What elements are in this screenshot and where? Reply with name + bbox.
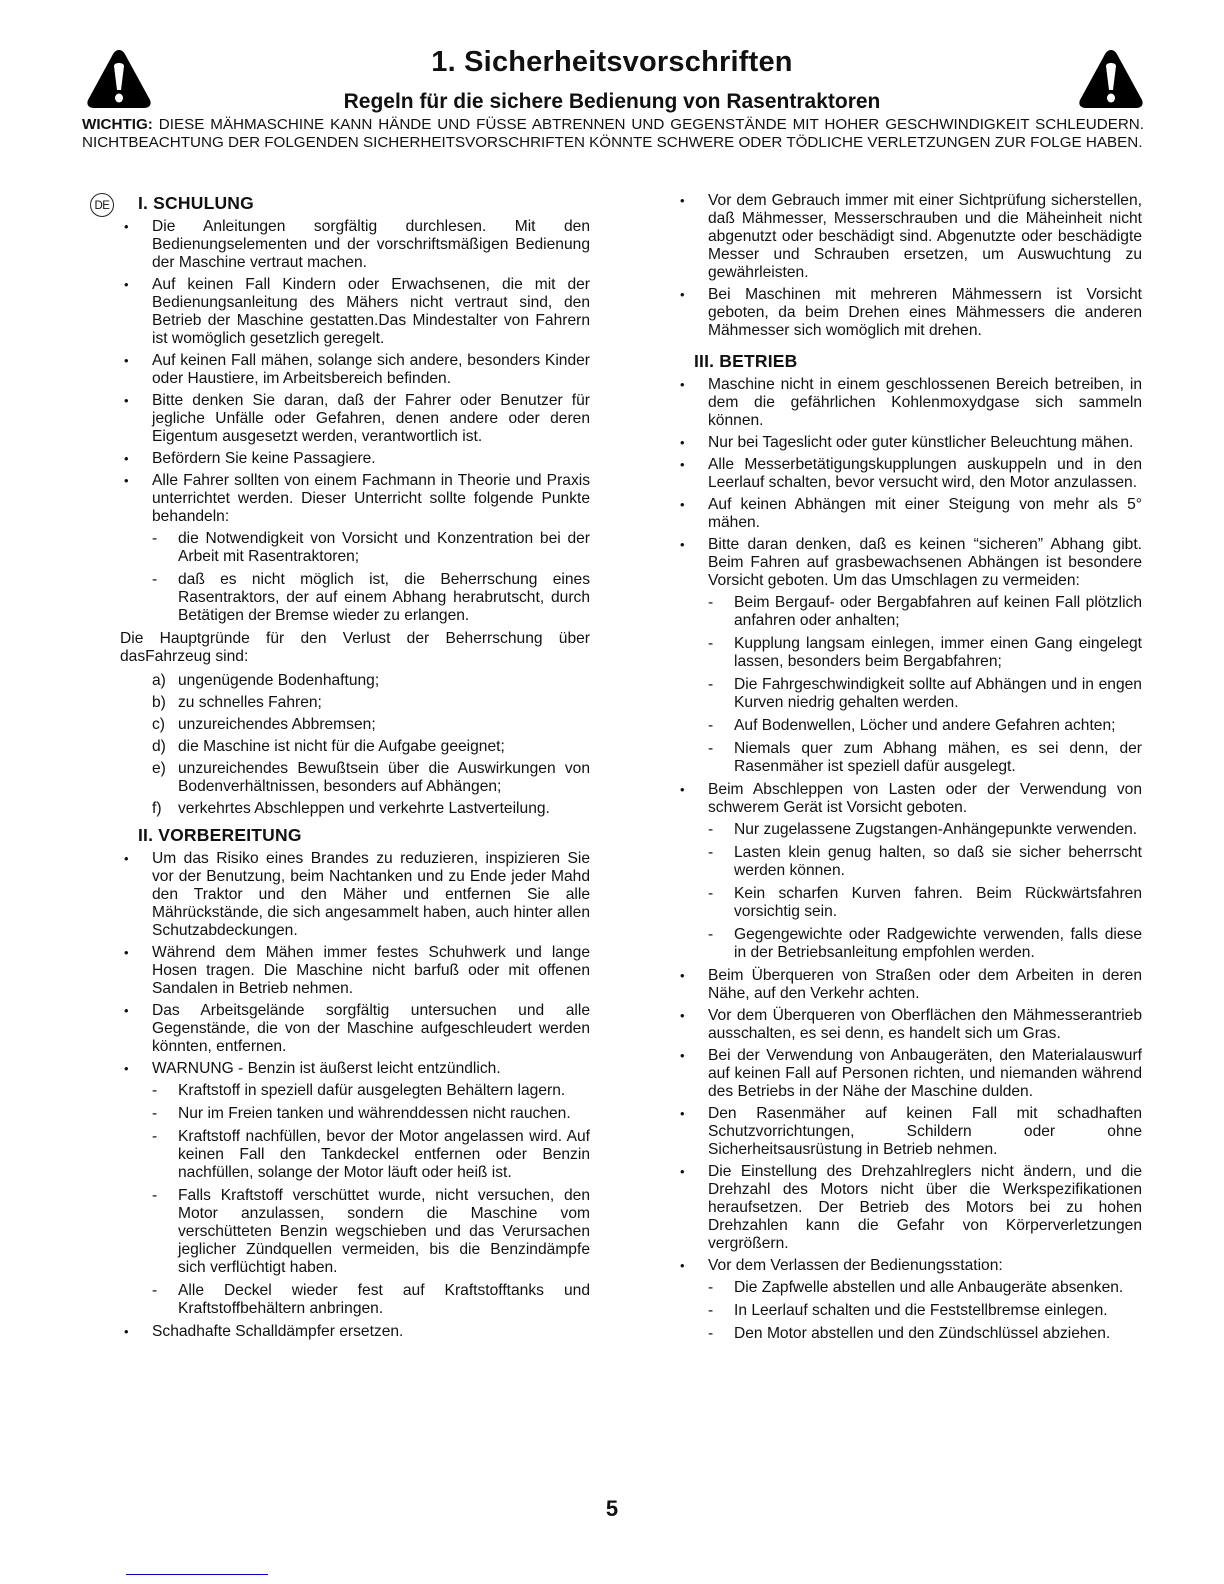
link-underline[interactable]: [126, 1574, 268, 1575]
warning-text: DIESE MÄHMASCHINE KANN HÄNDE UND FÜSSE ABTRENNEN UND GEGENSTÄNDE MIT HOHER GESCHWINDIGKEIT SCHLEUDERN. NICHTBEACHTUNG DER FOLGENDEN SICHERHEITSVORSCHRIFTEN KÖNNTE SCHWERE ODER TÖDLICHE VERLETZUNGEN ZUR FOLGE HABEN.: [82, 116, 1144, 151]
betrieb-list: [676, 376, 1142, 1343]
reason-item: c) unzureichendes Abbremsen;: [152, 716, 376, 733]
list-item: • Die Einstellung des Drehzahlreglers nicht ändern, und die Drehzahl des Motors nicht über die Werkspezifikationen heraufsetzen. Der Betrieb des Motors bei zu hohen Drehzahlen kann die Gefahr von Körperverletzungen vergrößern.: [676, 1163, 1142, 1253]
sub-item: - Kraftstoff nachfüllen, bevor der Motor angelassen wird. Auf keinen Fall den Tankdeckel entfernen oder Benzin nachfüllen, solange der Motor läuft oder heiß ist.: [152, 1128, 590, 1182]
sub-item: - Gegengewichte oder Radgewichte verwenden, falls diese in der Betriebsanleitung empfohlen werden.: [708, 926, 1142, 962]
page-number: 5: [605, 1496, 619, 1521]
list-item: • Bitte denken Sie daran, daß der Fahrer oder Benutzer für jegliche Unfälle oder Gefahren, denen andere oder deren Eigentum ausgesetzt werden, verantwortlich ist.: [120, 392, 590, 446]
section-heading-betrieb: III. BETRIEB: [694, 351, 798, 371]
sub-item: - Niemals quer zum Abhang mähen, es sei denn, der Rasenmäher ist speziell dafür ausgelegt.: [708, 740, 1142, 776]
list-item-text: WARNUNG - Benzin ist äußerst leicht entzündlich.: [152, 1060, 501, 1077]
sub-item: - Kein scharfen Kurven fahren. Beim Rückwärtsfahren vorsichtig sein.: [708, 885, 1142, 921]
fuel-points: [152, 1082, 590, 1318]
reason-item: d) die Maschine ist nicht für die Aufgabe geeignet;: [152, 738, 505, 755]
warning-label: WICHTIG:: [82, 116, 153, 133]
section-heading-vorbereitung: II. VORBEREITUNG: [138, 825, 302, 845]
list-item: [676, 536, 1142, 776]
reason-item: a) ungenügende Bodenhaftung;: [152, 672, 380, 689]
list-item: • Bei Maschinen mit mehreren Mähmessern ist Vorsicht geboten, da beim Drehen eines Mähmessers die anderen Mähmesser sich womöglich mit drehen.: [676, 286, 1142, 340]
sub-item: - Nur im Freien tanken und währenddessen nicht rauchen.: [152, 1105, 590, 1123]
slope-points: [708, 594, 1142, 776]
training-points: [152, 530, 590, 625]
sub-item: - Alle Deckel wieder fest auf Kraftstofftanks und Kraftstoffbehältern anbringen.: [152, 1282, 590, 1318]
page-title: 1. Sicherheitsvorschriften: [431, 46, 793, 78]
sub-item: - Falls Kraftstoff verschüttet wurde, nicht versuchen, den Motor anzulassen, sondern die Maschine vom verschütteten Benzin wegschieben und das Verursachen jeglicher Zündquellen vermeiden, bis die Benzindämpfe sich verflüchtigt haben.: [152, 1187, 590, 1277]
reason-item: f) verkehrtes Abschleppen und verkehrte Lastverteilung.: [152, 800, 550, 817]
sub-item: - Die Zapfwelle abstellen und alle Anbaugeräte absenken.: [708, 1279, 1142, 1297]
important-warning: [82, 116, 1144, 152]
list-item: • Alle Messerbetätigungskupplungen auskuppeln und in den Leerlauf schalten, bevor versucht wird, den Motor anzulassen.: [676, 456, 1142, 492]
list-item: • Um das Risiko eines Brandes zu reduzieren, inspizieren Sie vor der Benutzung, beim Nachtanken und zu Ende jeder Mahd den Traktor und den Mäher und entfernen Sie alle Mährückstände, die sich angesammelt haben, auch hinter allen Schutzabdeckungen.: [120, 850, 590, 940]
list-item-text: Alle Fahrer sollten von einem Fachmann in Theorie und Praxis unterrichtet werden. Dieser Unterricht sollte folgende Punkte behandeln:: [152, 472, 590, 525]
left-column: [120, 192, 590, 1345]
list-item: [120, 1060, 590, 1318]
list-item: [120, 472, 590, 625]
list-item: • Maschine nicht in einem geschlossenen Bereich betreiben, in dem die gefährlichen Kohlenmoxydgase sich sammeln können.: [676, 376, 1142, 430]
schulung-list: [120, 218, 590, 625]
right-column: [676, 192, 1142, 1348]
sub-item: - Kupplung langsam einlegen, immer einen Gang eingelegt lassen, besonders beim Bergabfahren;: [708, 635, 1142, 671]
sub-item: - Lasten klein genug halten, so daß sie sicher beherrscht werden können.: [708, 844, 1142, 880]
sub-item: - Kraftstoff in speziell dafür ausgelegten Behältern lagern.: [152, 1082, 590, 1100]
list-item: • Auf keinen Abhängen mit einer Steigung von mehr als 5° mähen.: [676, 496, 1142, 532]
reason-item: b) zu schnelles Fahren;: [152, 694, 322, 711]
sub-item: - Beim Bergauf- oder Bergabfahren auf keinen Fall plötzlich anfahren oder anhalten;: [708, 594, 1142, 630]
sub-item: - die Notwendigkeit von Vorsicht und Konzentration bei der Arbeit mit Rasentraktoren;: [152, 530, 590, 566]
list-item-text: Vor dem Verlassen der Bedienungsstation:: [708, 1257, 1003, 1274]
reason-item: e) unzureichendes Bewußtsein über die Auswirkungen von Bodenverhältnissen, besonders auf Abhängen;: [152, 760, 590, 795]
list-item: • Schadhafte Schalldämpfer ersetzen.: [120, 1323, 590, 1341]
list-item: • Die Anleitungen sorgfältig durchlesen. Mit den Bedienungselementen und der vorschriftsmäßigen Bedienung der Maschine vertraut machen.: [120, 218, 590, 272]
page-subtitle: Regeln für die sichere Bedienung von Rasentraktoren: [343, 90, 881, 113]
vorbereitung-list: [120, 850, 590, 1341]
list-item: • Bei der Verwendung von Anbaugeräten, den Materialauswurf auf keinen Fall auf Personen richten, und niemanden während des Betriebs in der Nähe der Maschine dulden.: [676, 1047, 1142, 1101]
sub-item: - Den Motor abstellen und den Zündschlüssel abziehen.: [708, 1325, 1142, 1343]
list-item: • Befördern Sie keine Passagiere.: [120, 450, 590, 468]
towing-points: [708, 821, 1142, 962]
list-item: • Nur bei Tageslicht oder guter künstlicher Beleuchtung mähen.: [676, 434, 1142, 452]
sub-item: - Auf Bodenwellen, Löcher und andere Gefahren achten;: [708, 717, 1142, 735]
reasons-list: [120, 672, 590, 818]
list-item: • Während dem Mähen immer festes Schuhwerk und lange Hosen tragen. Die Maschine nicht barfuß oder mit offenen Sandalen in Betrieb nehmen.: [120, 944, 590, 998]
list-item: [676, 781, 1142, 962]
language-badge: DE: [90, 193, 114, 217]
list-item: • Auf keinen Fall Kindern oder Erwachsenen, die mit der Bedienungsanleitung des Mähers nicht vertraut sind, den Betrieb der Maschine gestatten.Das Mindestalter von Fahrern ist womöglich gesetzlich geregelt.: [120, 276, 590, 348]
sub-item: - Nur zugelassene Zugstangen-Anhängepunkte verwenden.: [708, 821, 1142, 839]
list-item: • Vor dem Gebrauch immer mit einer Sichtprüfung sicherstellen, daß Mähmesser, Messerschrauben und die Mäheinheit nicht abgenutzt oder beschädigt sind. Abgenutzte oder beschädigte Messer und Schrauben ersetzen, um Auswuchtung zu gewährleisten.: [676, 192, 1142, 282]
leaving-points: [708, 1279, 1142, 1343]
list-item: • Vor dem Überqueren von Oberflächen den Mähmesserantrieb ausschalten, es sei denn, es handelt sich um Gras.: [676, 1007, 1142, 1043]
list-item: • Das Arbeitsgelände sorgfältig untersuchen und alle Gegenstände, die von der Maschine aufgeschleudert werden könnten, entfernen.: [120, 1002, 590, 1056]
list-item-text: Beim Abschleppen von Lasten oder der Verwendung von schwerem Gerät ist Vorsicht geboten.: [708, 781, 1142, 816]
list-item: • Auf keinen Fall mähen, solange sich andere, besonders Kinder oder Haustiere, im Arbeitsbereich befinden.: [120, 352, 590, 388]
sub-item: - Die Fahrgeschwindigkeit sollte auf Abhängen und in engen Kurven niedrig gehalten werden.: [708, 676, 1142, 712]
list-item: [676, 1257, 1142, 1343]
sub-item: - In Leerlauf schalten und die Feststellbremse einlegen.: [708, 1302, 1142, 1320]
list-item: • Den Rasenmäher auf keinen Fall mit schadhaften Schutzvorrichtungen, Schildern oder ohne Sicherheitsausrüstung in Betrieb nehmen.: [676, 1105, 1142, 1159]
vorbereitung-list-continued: [676, 192, 1142, 340]
reasons-intro: Die Hauptgründe für den Verlust der Beherrschung über dasFahrzeug sind:: [120, 630, 590, 665]
section-heading-schulung: I. SCHULUNG: [138, 193, 254, 213]
list-item-text: Bitte daran denken, daß es keinen “sicheren” Abhang gibt. Beim Fahren auf grasbewachsenen Abhängen ist besondere Vorsicht geboten. Um das Umschlagen zu vermeiden:: [708, 536, 1142, 589]
sub-item: - daß es nicht möglich ist, die Beherrschung eines Rasentraktors, der auf einem Abhang herabrutscht, durch Betätigen der Bremse wieder zu erlangen.: [152, 571, 590, 625]
list-item: • Beim Überqueren von Straßen oder dem Arbeiten in deren Nähe, auf den Verkehr achten.: [676, 967, 1142, 1003]
